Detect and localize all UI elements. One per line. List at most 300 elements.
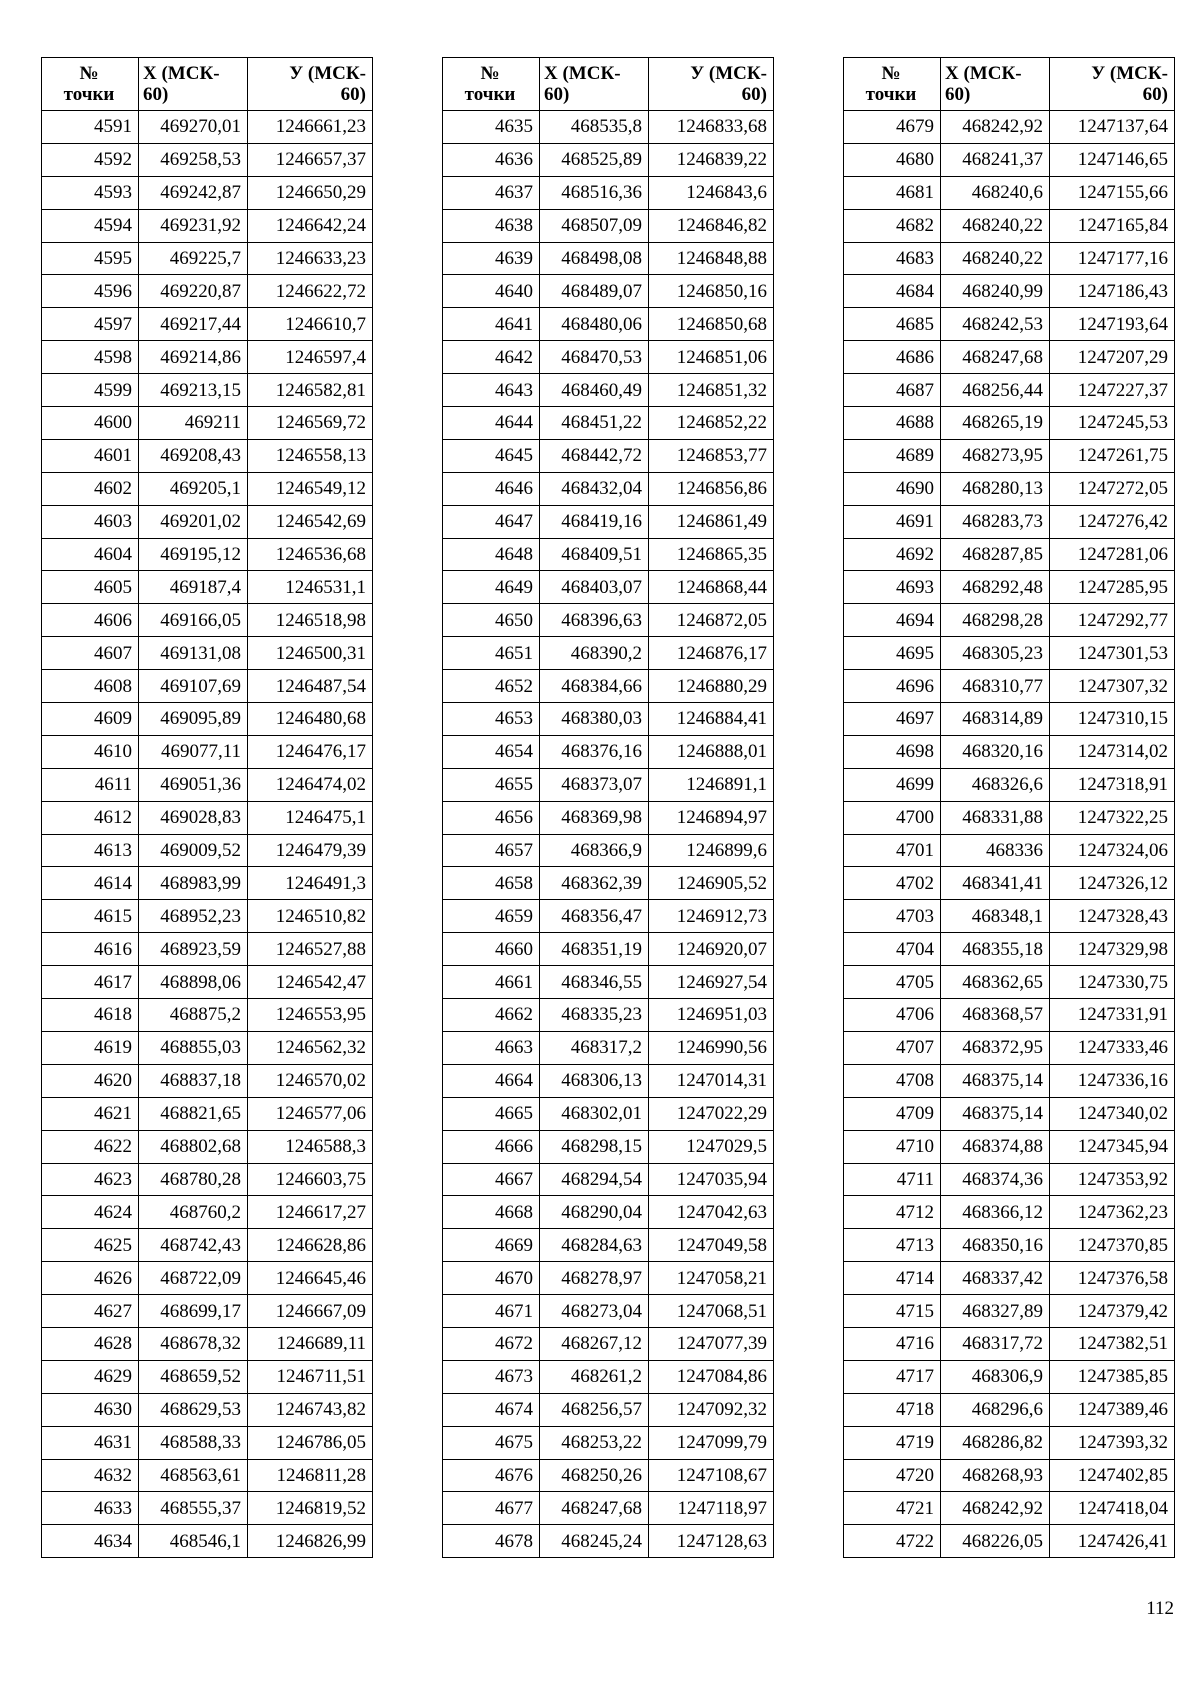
y-coordinate-cell: 1247301,53 (1050, 637, 1175, 670)
x-coordinate-cell: 468306,9 (941, 1360, 1050, 1393)
x-coordinate-cell: 468355,18 (941, 933, 1050, 966)
x-coordinate-cell: 468348,1 (941, 900, 1050, 933)
table-row (443, 1295, 774, 1328)
table-row (42, 1393, 373, 1426)
y-coordinate-cell: 1246852,22 (649, 407, 774, 440)
table-row (844, 111, 1175, 144)
table-row (443, 1196, 774, 1229)
table-row (443, 604, 774, 637)
y-coordinate-cell: 1246610,7 (248, 308, 373, 341)
table-row (844, 505, 1175, 538)
point-number-cell: 4671 (443, 1295, 540, 1328)
y-coordinate-cell: 1246891,1 (649, 768, 774, 801)
x-coordinate-cell: 468362,65 (941, 966, 1050, 999)
header-x-coordinate: Х (МСК- 60) (139, 58, 248, 111)
table-row (42, 341, 373, 374)
y-coordinate-cell: 1247084,86 (649, 1360, 774, 1393)
y-coordinate-cell: 1247326,12 (1050, 867, 1175, 900)
point-number-cell: 4662 (443, 999, 540, 1032)
x-coordinate-cell: 468362,39 (540, 867, 649, 900)
table-row (844, 538, 1175, 571)
table-row (443, 1492, 774, 1525)
y-coordinate-cell: 1247276,42 (1050, 505, 1175, 538)
point-number-cell: 4636 (443, 143, 540, 176)
y-coordinate-cell: 1246474,02 (248, 768, 373, 801)
x-coordinate-cell: 468290,04 (540, 1196, 649, 1229)
table-row (443, 1327, 774, 1360)
x-coordinate-cell: 468546,1 (139, 1525, 248, 1558)
table-header-row (844, 58, 1175, 111)
x-coordinate-cell: 469107,69 (139, 670, 248, 703)
x-coordinate-cell: 468535,8 (540, 111, 649, 144)
table-row (443, 1163, 774, 1196)
table-row (42, 1262, 373, 1295)
table-row (844, 637, 1175, 670)
y-coordinate-cell: 1246500,31 (248, 637, 373, 670)
table-row (42, 275, 373, 308)
x-coordinate-cell: 468240,6 (941, 176, 1050, 209)
table-row (844, 1196, 1175, 1229)
point-number-cell: 4593 (42, 176, 139, 209)
x-coordinate-cell: 468294,54 (540, 1163, 649, 1196)
y-coordinate-cell: 1246588,3 (248, 1130, 373, 1163)
point-number-cell: 4711 (844, 1163, 941, 1196)
point-number-cell: 4616 (42, 933, 139, 966)
header-x-coordinate: Х (МСК- 60) (540, 58, 649, 111)
table-row (443, 308, 774, 341)
point-number-cell: 4680 (844, 143, 941, 176)
point-number-cell: 4696 (844, 670, 941, 703)
table-row (844, 1064, 1175, 1097)
x-coordinate-cell: 468419,16 (540, 505, 649, 538)
point-number-cell: 4702 (844, 867, 941, 900)
y-coordinate-cell: 1247077,39 (649, 1327, 774, 1360)
page-number: 112 (1146, 1598, 1174, 1619)
table-row (844, 1229, 1175, 1262)
x-coordinate-cell: 468326,6 (941, 768, 1050, 801)
table-row (844, 801, 1175, 834)
point-number-cell: 4597 (42, 308, 139, 341)
x-coordinate-cell: 468678,32 (139, 1327, 248, 1360)
table-row (42, 768, 373, 801)
y-coordinate-cell: 1247333,46 (1050, 1031, 1175, 1064)
x-coordinate-cell: 468629,53 (139, 1393, 248, 1426)
y-coordinate-cell: 1246542,69 (248, 505, 373, 538)
table-row (42, 1097, 373, 1130)
x-coordinate-cell: 468374,36 (941, 1163, 1050, 1196)
y-coordinate-cell: 1246846,82 (649, 209, 774, 242)
x-coordinate-cell: 468337,42 (941, 1262, 1050, 1295)
point-number-cell: 4653 (443, 703, 540, 736)
y-coordinate-cell: 1246833,68 (649, 111, 774, 144)
y-coordinate-cell: 1247118,97 (649, 1492, 774, 1525)
table-row (443, 1031, 774, 1064)
y-coordinate-cell: 1247379,42 (1050, 1295, 1175, 1328)
point-number-cell: 4703 (844, 900, 941, 933)
y-coordinate-cell: 1246569,72 (248, 407, 373, 440)
table-row (844, 571, 1175, 604)
point-number-cell: 4700 (844, 801, 941, 834)
point-number-cell: 4611 (42, 768, 139, 801)
x-coordinate-cell: 468267,12 (540, 1327, 649, 1360)
y-coordinate-cell: 1247382,51 (1050, 1327, 1175, 1360)
point-number-cell: 4637 (443, 176, 540, 209)
table-row (844, 703, 1175, 736)
point-number-cell: 4632 (42, 1459, 139, 1492)
table-row (844, 439, 1175, 472)
y-coordinate-cell: 1246553,95 (248, 999, 373, 1032)
y-coordinate-cell: 1247049,58 (649, 1229, 774, 1262)
y-coordinate-cell: 1247099,79 (649, 1426, 774, 1459)
x-coordinate-cell: 468250,26 (540, 1459, 649, 1492)
y-coordinate-cell: 1247340,02 (1050, 1097, 1175, 1130)
point-number-cell: 4668 (443, 1196, 540, 1229)
table-row (42, 1327, 373, 1360)
table-row (844, 472, 1175, 505)
y-coordinate-cell: 1247281,06 (1050, 538, 1175, 571)
x-coordinate-cell: 468396,63 (540, 604, 649, 637)
x-coordinate-cell: 468306,13 (540, 1064, 649, 1097)
table-row (42, 1492, 373, 1525)
table-row (42, 999, 373, 1032)
point-number-cell: 4675 (443, 1426, 540, 1459)
table-row (443, 637, 774, 670)
x-coordinate-cell: 468409,51 (540, 538, 649, 571)
table-row (42, 242, 373, 275)
x-coordinate-cell: 468256,57 (540, 1393, 649, 1426)
x-coordinate-cell: 468480,06 (540, 308, 649, 341)
x-coordinate-cell: 468742,43 (139, 1229, 248, 1262)
point-number-cell: 4684 (844, 275, 941, 308)
table-row (443, 1229, 774, 1262)
y-coordinate-cell: 1246570,02 (248, 1064, 373, 1097)
x-coordinate-cell: 468555,37 (139, 1492, 248, 1525)
x-coordinate-cell: 468256,44 (941, 374, 1050, 407)
x-coordinate-cell: 468373,07 (540, 768, 649, 801)
y-coordinate-cell: 1247345,94 (1050, 1130, 1175, 1163)
x-coordinate-cell: 469195,12 (139, 538, 248, 571)
point-number-cell: 4609 (42, 703, 139, 736)
table-row (844, 1492, 1175, 1525)
y-coordinate-cell: 1246661,23 (248, 111, 373, 144)
point-number-cell: 4625 (42, 1229, 139, 1262)
x-coordinate-cell: 468366,12 (941, 1196, 1050, 1229)
point-number-cell: 4626 (42, 1262, 139, 1295)
point-number-cell: 4619 (42, 1031, 139, 1064)
x-coordinate-cell: 468366,9 (540, 834, 649, 867)
x-coordinate-cell: 468336 (941, 834, 1050, 867)
point-number-cell: 4606 (42, 604, 139, 637)
x-coordinate-cell: 469131,08 (139, 637, 248, 670)
y-coordinate-cell: 1246487,54 (248, 670, 373, 703)
point-number-cell: 4596 (42, 275, 139, 308)
point-number-cell: 4688 (844, 407, 941, 440)
x-coordinate-cell: 468331,88 (941, 801, 1050, 834)
y-coordinate-cell: 1246558,13 (248, 439, 373, 472)
x-coordinate-cell: 468296,6 (941, 1393, 1050, 1426)
point-number-cell: 4690 (844, 472, 941, 505)
point-number-cell: 4655 (443, 768, 540, 801)
table-row (443, 999, 774, 1032)
x-coordinate-cell: 468341,41 (941, 867, 1050, 900)
x-coordinate-cell: 468432,04 (540, 472, 649, 505)
x-coordinate-cell: 468489,07 (540, 275, 649, 308)
table-row (42, 900, 373, 933)
point-number-cell: 4701 (844, 834, 941, 867)
x-coordinate-cell: 468470,53 (540, 341, 649, 374)
point-number-cell: 4603 (42, 505, 139, 538)
x-coordinate-cell: 468287,85 (941, 538, 1050, 571)
y-coordinate-cell: 1246479,39 (248, 834, 373, 867)
point-number-cell: 4657 (443, 834, 540, 867)
x-coordinate-cell: 468273,95 (941, 439, 1050, 472)
y-coordinate-cell: 1246912,73 (649, 900, 774, 933)
point-number-cell: 4704 (844, 933, 941, 966)
y-coordinate-cell: 1246476,17 (248, 735, 373, 768)
y-coordinate-cell: 1246920,07 (649, 933, 774, 966)
point-number-cell: 4721 (844, 1492, 941, 1525)
point-number-cell: 4718 (844, 1393, 941, 1426)
point-number-cell: 4706 (844, 999, 941, 1032)
x-coordinate-cell: 468525,89 (540, 143, 649, 176)
point-number-cell: 4685 (844, 308, 941, 341)
table-row (443, 275, 774, 308)
y-coordinate-cell: 1247314,02 (1050, 735, 1175, 768)
point-number-cell: 4654 (443, 735, 540, 768)
x-coordinate-cell: 468240,22 (941, 242, 1050, 275)
point-number-cell: 4610 (42, 735, 139, 768)
table-row (844, 999, 1175, 1032)
x-coordinate-cell: 468346,55 (540, 966, 649, 999)
point-number-cell: 4714 (844, 1262, 941, 1295)
x-coordinate-cell: 468242,92 (941, 111, 1050, 144)
x-coordinate-cell: 468310,77 (941, 670, 1050, 703)
y-coordinate-cell: 1246480,68 (248, 703, 373, 736)
point-number-cell: 4656 (443, 801, 540, 834)
point-number-cell: 4634 (42, 1525, 139, 1558)
y-coordinate-cell: 1247092,32 (649, 1393, 774, 1426)
point-number-cell: 4663 (443, 1031, 540, 1064)
point-number-cell: 4630 (42, 1393, 139, 1426)
table-row (443, 472, 774, 505)
x-coordinate-cell: 468240,99 (941, 275, 1050, 308)
y-coordinate-cell: 1247385,85 (1050, 1360, 1175, 1393)
table-row (42, 834, 373, 867)
y-coordinate-cell: 1247014,31 (649, 1064, 774, 1097)
point-number-cell: 4681 (844, 176, 941, 209)
x-coordinate-cell: 468498,08 (540, 242, 649, 275)
y-coordinate-cell: 1246826,99 (248, 1525, 373, 1558)
y-coordinate-cell: 1247186,43 (1050, 275, 1175, 308)
x-coordinate-cell: 468317,2 (540, 1031, 649, 1064)
header-x-coordinate: Х (МСК- 60) (941, 58, 1050, 111)
table-row (443, 176, 774, 209)
y-coordinate-cell: 1246491,3 (248, 867, 373, 900)
x-coordinate-cell: 468317,72 (941, 1327, 1050, 1360)
y-coordinate-cell: 1246657,37 (248, 143, 373, 176)
table-row (443, 111, 774, 144)
table-row (443, 966, 774, 999)
y-coordinate-cell: 1247329,98 (1050, 933, 1175, 966)
x-coordinate-cell: 468376,16 (540, 735, 649, 768)
table-row (844, 1459, 1175, 1492)
point-number-cell: 4645 (443, 439, 540, 472)
y-coordinate-cell: 1246851,06 (649, 341, 774, 374)
point-number-cell: 4612 (42, 801, 139, 834)
table-row (443, 242, 774, 275)
y-coordinate-cell: 1246531,1 (248, 571, 373, 604)
x-coordinate-cell: 468273,04 (540, 1295, 649, 1328)
header-point-number: № точки (42, 58, 139, 111)
x-coordinate-cell: 468375,14 (941, 1064, 1050, 1097)
table-row (844, 604, 1175, 637)
point-number-cell: 4644 (443, 407, 540, 440)
table-row (844, 900, 1175, 933)
y-coordinate-cell: 1246888,01 (649, 735, 774, 768)
point-number-cell: 4607 (42, 637, 139, 670)
y-coordinate-cell: 1247353,92 (1050, 1163, 1175, 1196)
x-coordinate-cell: 468821,65 (139, 1097, 248, 1130)
x-coordinate-cell: 468268,93 (941, 1459, 1050, 1492)
point-number-cell: 4689 (844, 439, 941, 472)
point-number-cell: 4617 (42, 966, 139, 999)
x-coordinate-cell: 468875,2 (139, 999, 248, 1032)
point-number-cell: 4661 (443, 966, 540, 999)
y-coordinate-cell: 1246865,35 (649, 538, 774, 571)
x-coordinate-cell: 468780,28 (139, 1163, 248, 1196)
x-coordinate-cell: 468699,17 (139, 1295, 248, 1328)
y-coordinate-cell: 1246899,6 (649, 834, 774, 867)
y-coordinate-cell: 1247331,91 (1050, 999, 1175, 1032)
table-row (443, 374, 774, 407)
table-row (443, 1393, 774, 1426)
y-coordinate-cell: 1247227,37 (1050, 374, 1175, 407)
table-row (844, 1130, 1175, 1163)
y-coordinate-cell: 1246642,24 (248, 209, 373, 242)
x-coordinate-cell: 469231,92 (139, 209, 248, 242)
y-coordinate-cell: 1247418,04 (1050, 1492, 1175, 1525)
table-row (844, 1360, 1175, 1393)
y-coordinate-cell: 1247193,64 (1050, 308, 1175, 341)
table-row (443, 801, 774, 834)
x-coordinate-cell: 468923,59 (139, 933, 248, 966)
y-coordinate-cell: 1246603,75 (248, 1163, 373, 1196)
table-row (443, 933, 774, 966)
y-coordinate-cell: 1247068,51 (649, 1295, 774, 1328)
table-row (42, 472, 373, 505)
y-coordinate-cell: 1247022,29 (649, 1097, 774, 1130)
y-coordinate-cell: 1246667,09 (248, 1295, 373, 1328)
y-coordinate-cell: 1246850,16 (649, 275, 774, 308)
point-number-cell: 4695 (844, 637, 941, 670)
point-number-cell: 4672 (443, 1327, 540, 1360)
y-coordinate-cell: 1247272,05 (1050, 472, 1175, 505)
x-coordinate-cell: 469028,83 (139, 801, 248, 834)
y-coordinate-cell: 1246851,32 (649, 374, 774, 407)
x-coordinate-cell: 468314,89 (941, 703, 1050, 736)
y-coordinate-cell: 1247324,06 (1050, 834, 1175, 867)
table-row (42, 801, 373, 834)
point-number-cell: 4650 (443, 604, 540, 637)
x-coordinate-cell: 468403,07 (540, 571, 649, 604)
header-point-number: № точки (844, 58, 941, 111)
table-row (443, 1130, 774, 1163)
x-coordinate-cell: 469208,43 (139, 439, 248, 472)
y-coordinate-cell: 1246819,52 (248, 1492, 373, 1525)
point-number-cell: 4658 (443, 867, 540, 900)
y-coordinate-cell: 1247328,43 (1050, 900, 1175, 933)
x-coordinate-cell: 468298,15 (540, 1130, 649, 1163)
table-row (42, 1130, 373, 1163)
point-number-cell: 4642 (443, 341, 540, 374)
y-coordinate-cell: 1246839,22 (649, 143, 774, 176)
point-number-cell: 4691 (844, 505, 941, 538)
table-row (844, 275, 1175, 308)
y-coordinate-cell: 1246475,1 (248, 801, 373, 834)
table-row (443, 407, 774, 440)
table-row (844, 1097, 1175, 1130)
x-coordinate-cell: 469051,36 (139, 768, 248, 801)
y-coordinate-cell: 1246872,05 (649, 604, 774, 637)
table-row (443, 209, 774, 242)
x-coordinate-cell: 468245,24 (540, 1525, 649, 1558)
point-number-cell: 4639 (443, 242, 540, 275)
table-row (443, 768, 774, 801)
x-coordinate-cell: 468507,09 (540, 209, 649, 242)
table-row (443, 867, 774, 900)
point-number-cell: 4712 (844, 1196, 941, 1229)
y-coordinate-cell: 1246536,68 (248, 538, 373, 571)
y-coordinate-cell: 1247370,85 (1050, 1229, 1175, 1262)
header-y-coordinate: У (МСК- 60) (649, 58, 774, 111)
table-row (844, 1327, 1175, 1360)
point-number-cell: 4697 (844, 703, 941, 736)
x-coordinate-cell: 468253,22 (540, 1426, 649, 1459)
x-coordinate-cell: 468350,16 (941, 1229, 1050, 1262)
point-number-cell: 4667 (443, 1163, 540, 1196)
x-coordinate-cell: 468298,28 (941, 604, 1050, 637)
table-row (42, 1426, 373, 1459)
point-number-cell: 4649 (443, 571, 540, 604)
table-row (844, 341, 1175, 374)
header-y-coordinate: У (МСК- 60) (248, 58, 373, 111)
table-row (844, 834, 1175, 867)
y-coordinate-cell: 1246597,4 (248, 341, 373, 374)
y-coordinate-cell: 1247307,32 (1050, 670, 1175, 703)
point-number-cell: 4614 (42, 867, 139, 900)
point-number-cell: 4613 (42, 834, 139, 867)
point-number-cell: 4708 (844, 1064, 941, 1097)
table-row (844, 966, 1175, 999)
point-number-cell: 4641 (443, 308, 540, 341)
x-coordinate-cell: 468837,18 (139, 1064, 248, 1097)
table-row (42, 637, 373, 670)
y-coordinate-cell: 1247426,41 (1050, 1525, 1175, 1558)
x-coordinate-cell: 468952,23 (139, 900, 248, 933)
point-number-cell: 4600 (42, 407, 139, 440)
table-row (42, 1031, 373, 1064)
point-number-cell: 4693 (844, 571, 941, 604)
point-number-cell: 4692 (844, 538, 941, 571)
point-number-cell: 4647 (443, 505, 540, 538)
coordinates-table-3 (843, 57, 1175, 1558)
x-coordinate-cell: 468356,47 (540, 900, 649, 933)
table-row (443, 538, 774, 571)
table-row (844, 768, 1175, 801)
point-number-cell: 4646 (443, 472, 540, 505)
y-coordinate-cell: 1247245,53 (1050, 407, 1175, 440)
point-number-cell: 4669 (443, 1229, 540, 1262)
